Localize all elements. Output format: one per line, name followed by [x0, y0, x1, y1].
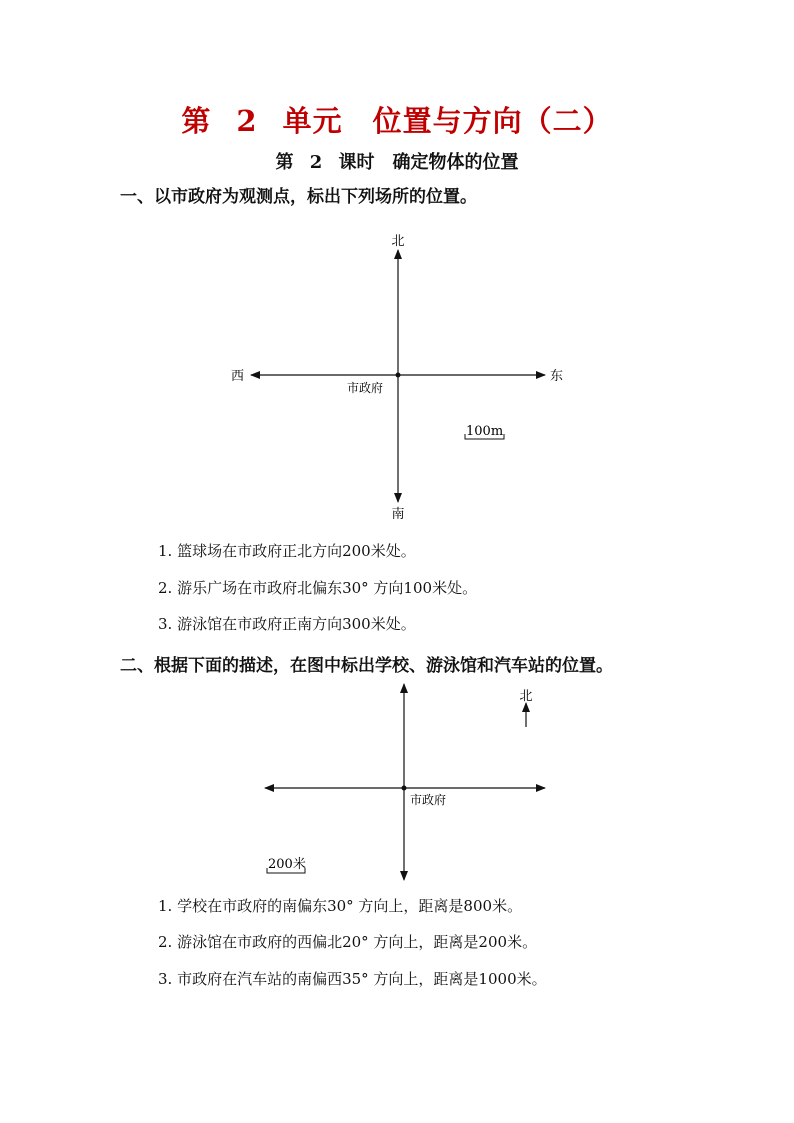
center-label: 市政府: [410, 793, 447, 807]
section1-item-2: 2. 游乐广场在市政府北偏东30° 方向100米处。: [158, 579, 478, 597]
compass-diagram-1: [231, 234, 563, 522]
lesson-subtitle: 第 2 课时 确定物体的位置: [275, 152, 519, 173]
section2-item-3: 3. 市政府在汽车站的南偏西35° 方向上，距离是1000米。: [158, 970, 547, 988]
section2-heading: 二、根据下面的描述，在图中标出学校、游泳馆和汽车站的位置。: [120, 656, 613, 676]
compass-diagram-2: [265, 684, 545, 880]
center-label: 市政府: [347, 381, 384, 395]
center-point: [402, 786, 407, 791]
north-label: 北: [391, 234, 405, 249]
south-label: 南: [391, 507, 405, 522]
scale-label: 100m: [466, 424, 504, 439]
section2-item-2: 2. 游泳馆在市政府的西偏北20° 方向上，距离是200米。: [158, 933, 538, 951]
east-label: 东: [550, 369, 564, 384]
west-label: 西: [231, 369, 245, 384]
section1-item-3: 3. 游泳馆在市政府正南方向300米处。: [158, 615, 416, 633]
page-title: 第 2 单元 位置与方向（二）: [181, 104, 613, 138]
scale-label: 200米: [268, 857, 306, 872]
section1-heading: 一、以市政府为观测点，标出下列场所的位置。: [120, 187, 477, 207]
center-point: [396, 373, 401, 378]
north-label: 北: [519, 689, 533, 704]
section2-item-1: 1. 学校在市政府的南偏东30° 方向上，距离是800米。: [158, 897, 523, 915]
section1-item-1: 1. 篮球场在市政府正北方向200米处。: [158, 542, 416, 560]
